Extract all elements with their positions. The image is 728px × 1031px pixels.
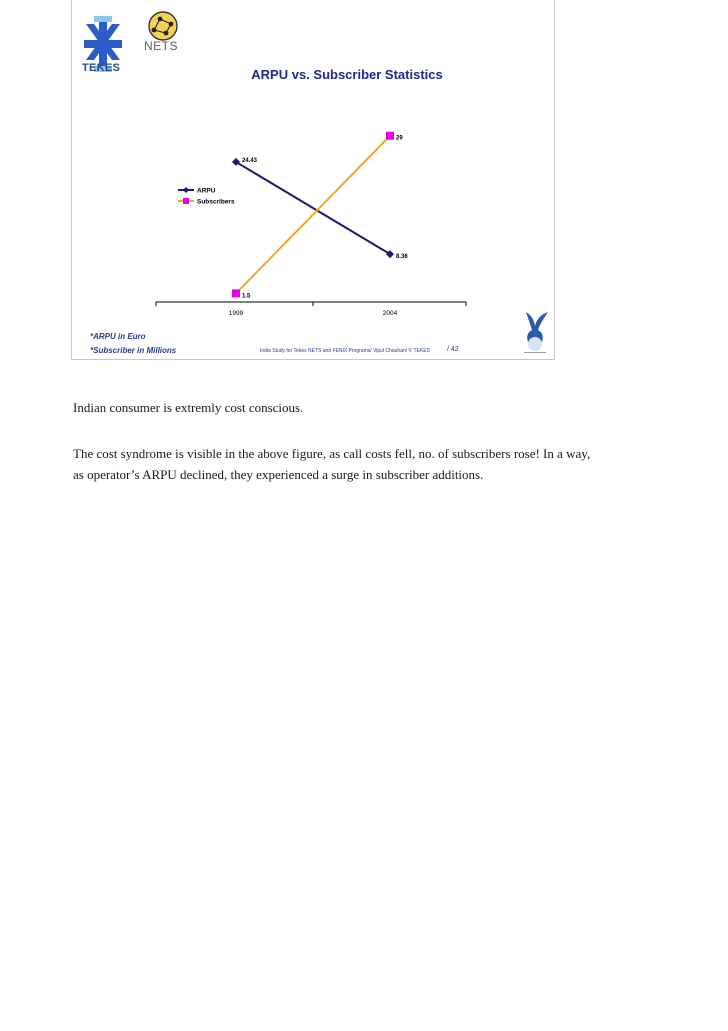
series-line-arpu (236, 162, 390, 254)
data-label-arpu-1999: 24.43 (242, 157, 258, 164)
marker-subscribers-1999 (232, 289, 240, 297)
legend-label-subscribers: Subscribers (197, 198, 235, 206)
line-chart (72, 0, 556, 330)
x-tick-label-2004: 2004 (382, 310, 398, 317)
nets-logo-text: NETS (144, 39, 179, 53)
slide-frame (71, 0, 555, 360)
legend-marker-subscribers (183, 198, 189, 204)
series-line-subscribers (236, 136, 390, 294)
slide-footer-text: India Study for Tekes NETS and FENIX Programs/ Vipul Chauhan/ © TEKES (260, 348, 430, 354)
legend-label-arpu: ARPU (197, 187, 216, 195)
footnote-arpu: *ARPU in Euro (90, 332, 146, 341)
footnote-subscribers: *Subscriber in Millions (90, 346, 177, 355)
marker-subscribers-2004 (386, 132, 394, 140)
data-label-arpu-2004: 8.36 (396, 254, 408, 261)
data-label-subscribers-2004: 29 (396, 135, 403, 142)
page-number: / 42 (447, 346, 459, 353)
paragraph-cost-conscious: Indian consumer is extremly cost conscious. (73, 400, 304, 415)
chart-title: ARPU vs. Subscriber Statistics (251, 67, 443, 82)
legend-marker-arpu (183, 187, 189, 193)
tekes-logo-text: TEKES (82, 62, 121, 74)
paragraph-cost-syndrome: The cost syndrome is visible in the above figure, as call costs fell, no. of subscribers rose! In a way, as operator’s ARPU declined, they experienced a surge in subscriber additions. (73, 446, 591, 482)
data-label-subscribers-1999: 1.5 (242, 293, 251, 300)
fenix-bird-logo (518, 306, 552, 354)
x-tick-label-1999: 1999 (228, 310, 244, 317)
